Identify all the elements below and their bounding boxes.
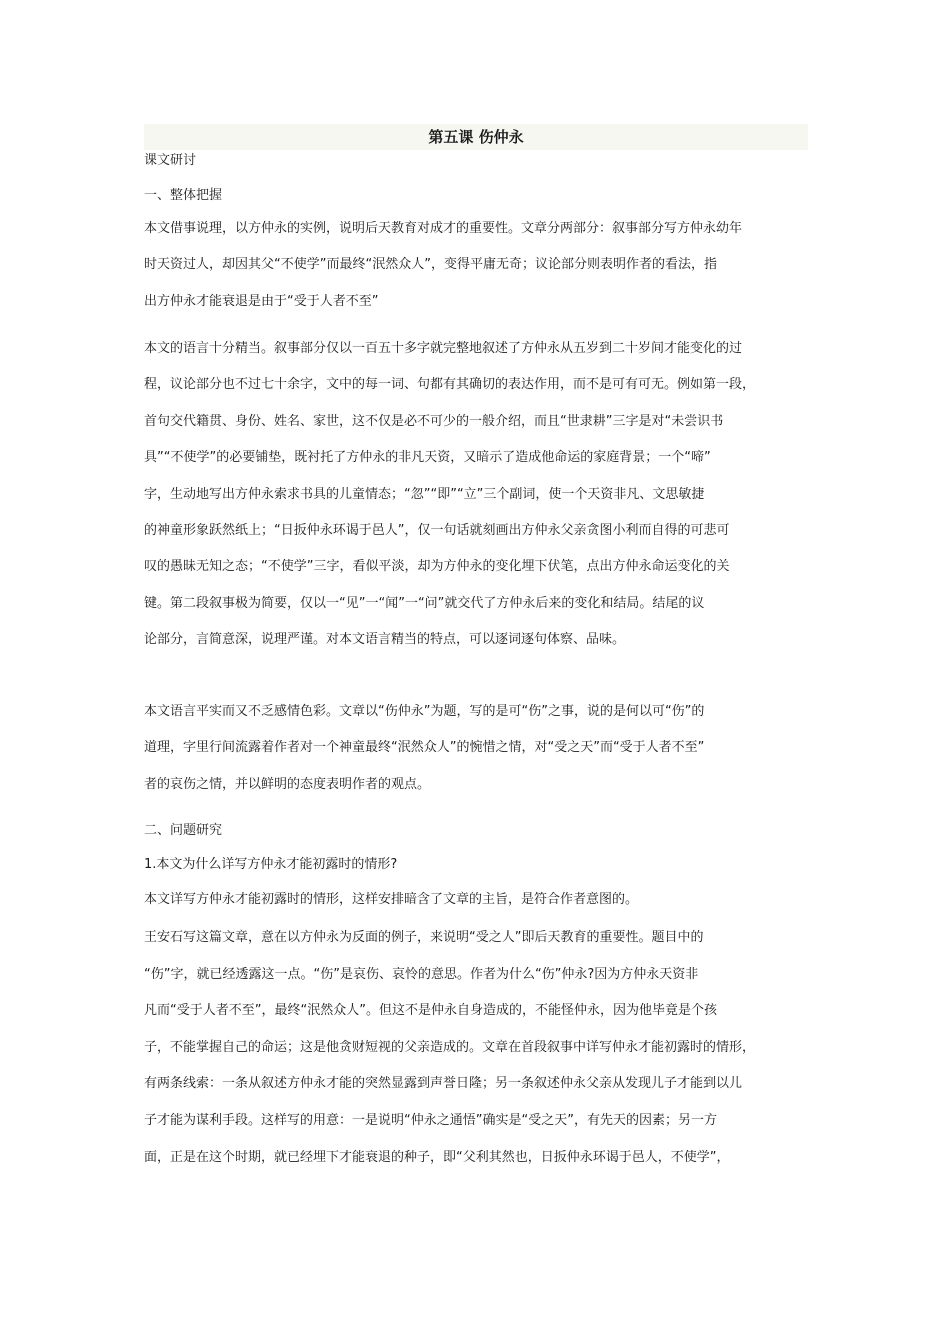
paragraph-line: 首句交代籍贯、身份、姓名、家世，这不仅是必不可少的一般介绍，而且“世隶耕”三字是对“未尝识书: [144, 413, 724, 429]
paragraph-line: 王安石写这篇文章，意在以方仲永为反面的例子，来说明“受之人”即后天教育的重要性。题目中的: [144, 930, 704, 945]
paragraph-line: 本文语言平实而又不乏感情色彩。文章以“伤仲永”为题，写的是可“伤”之事，说的是何以可“伤”的: [144, 704, 705, 719]
paragraph-line: 论部分，言简意深，说理严谨。对本文语言精当的特点，可以逐词逐句体察、品味。: [144, 632, 626, 648]
paragraph-line: “伤”字，就已经透露这一点。“伤”是哀伤、哀怜的意思。作者为什么“伤”仲永?因为方仲永天资非: [144, 966, 699, 982]
answer-1: 本文详写方仲永才能初露时的情形，这样安排暗含了文章的主旨，是符合作者意图的。: [144, 892, 639, 907]
paragraph-line: 道理，字里行间流露着作者对一个神童最终“泯然众人”的惋惜之情，对“受之天”而“受于人者不至”: [144, 740, 705, 756]
section-label: 课文研讨: [144, 153, 197, 168]
paragraph-3: [144, 694, 808, 803]
paragraph-line: 有两条线索：一条从叙述方仲永才能的突然显露到声誉日隆；另一条叙述仲永父亲从发现儿子才能到以儿: [144, 1076, 743, 1092]
paragraph-line: 本文的语言十分精当。叙事部分仅以一百五十多字就完整地叙述了方仲永从五岁到二十岁间才能变化的过: [144, 341, 743, 356]
paragraph-1: [144, 211, 808, 320]
question-1: 1.本文为什么详写方仲永才能初露时的情形?: [144, 857, 398, 872]
paragraph-line: 时天资过人，却因其父“不使学”而最终“泯然众人”，变得平庸无奇；议论部分则表明作者的看法，指: [144, 257, 717, 273]
paragraph-line: 具”“不使学”的必要铺垫，既衬托了方仲永的非凡天资，又暗示了造成他命运的家庭背景；一个“啼”: [144, 450, 711, 466]
paragraph-line: 者的哀伤之情，并以鲜明的态度表明作者的观点。: [144, 776, 431, 792]
paragraph-line: 凡而“受于人者不至”，最终“泯然众人”。但这不是仲永自身造成的，不能怪仲永，因为他毕竟是个孩: [144, 1003, 717, 1019]
paragraph-line: 程，议论部分也不过七十余字，文中的每一词、句都有其确切的表达作用，而不是可有可无。例如第一段，: [144, 377, 756, 393]
paragraph-line: 叹的愚昧无知之态；“不使学”三字，看似平淡，却为方仲永的变化埋下伏笔，点出方仲永命运变化的关: [144, 559, 730, 575]
paragraph-line: 本文借事说理，以方仲永的实例，说明后天教育对成才的重要性。文章分两部分：叙事部分写方仲永幼年: [144, 221, 743, 236]
paragraph-line: 出方仲永才能衰退是由于“受于人者不至”: [144, 293, 379, 309]
paragraph-line: 面，正是在这个时期，就已经埋下才能衰退的种子，即“父利其然也，日扳仲永环谒于邑人，不使学”，: [144, 1149, 730, 1165]
paragraph-line: 键。第二段叙事极为简要，仅以一“见”一“闻”一“问”就交代了方仲永后来的变化和结局。结尾的议: [144, 595, 705, 611]
paragraph-line: 的神童形象跃然纸上；“日扳仲永环谒于邑人”，仅一句话就刻画出方仲永父亲贪图小利而自得的可悲可: [144, 523, 730, 539]
paragraph-4: [144, 920, 808, 1176]
paragraph-2: [144, 331, 808, 659]
paragraph-line: 字，生动地写出方仲永索求书具的儿童情态；“忽”“即”“立”三个副词，使一个天资非凡、文思敏捷: [144, 486, 705, 502]
paragraph-line: 子，不能掌握自己的命运；这是他贪财短视的父亲造成的。文章在首段叙事中详写仲永才能初露时的情形，: [144, 1039, 756, 1055]
lesson-title: 第五课 伤仲永: [144, 124, 808, 150]
part1-heading: 一、整体把握: [144, 188, 223, 203]
paragraph-line: 子才能为谋利手段。这样写的用意：一是说明“仲永之通悟”确实是“受之天”，有先天的因素；另一方: [144, 1112, 717, 1128]
part2-heading: 二、问题研究: [144, 823, 223, 838]
